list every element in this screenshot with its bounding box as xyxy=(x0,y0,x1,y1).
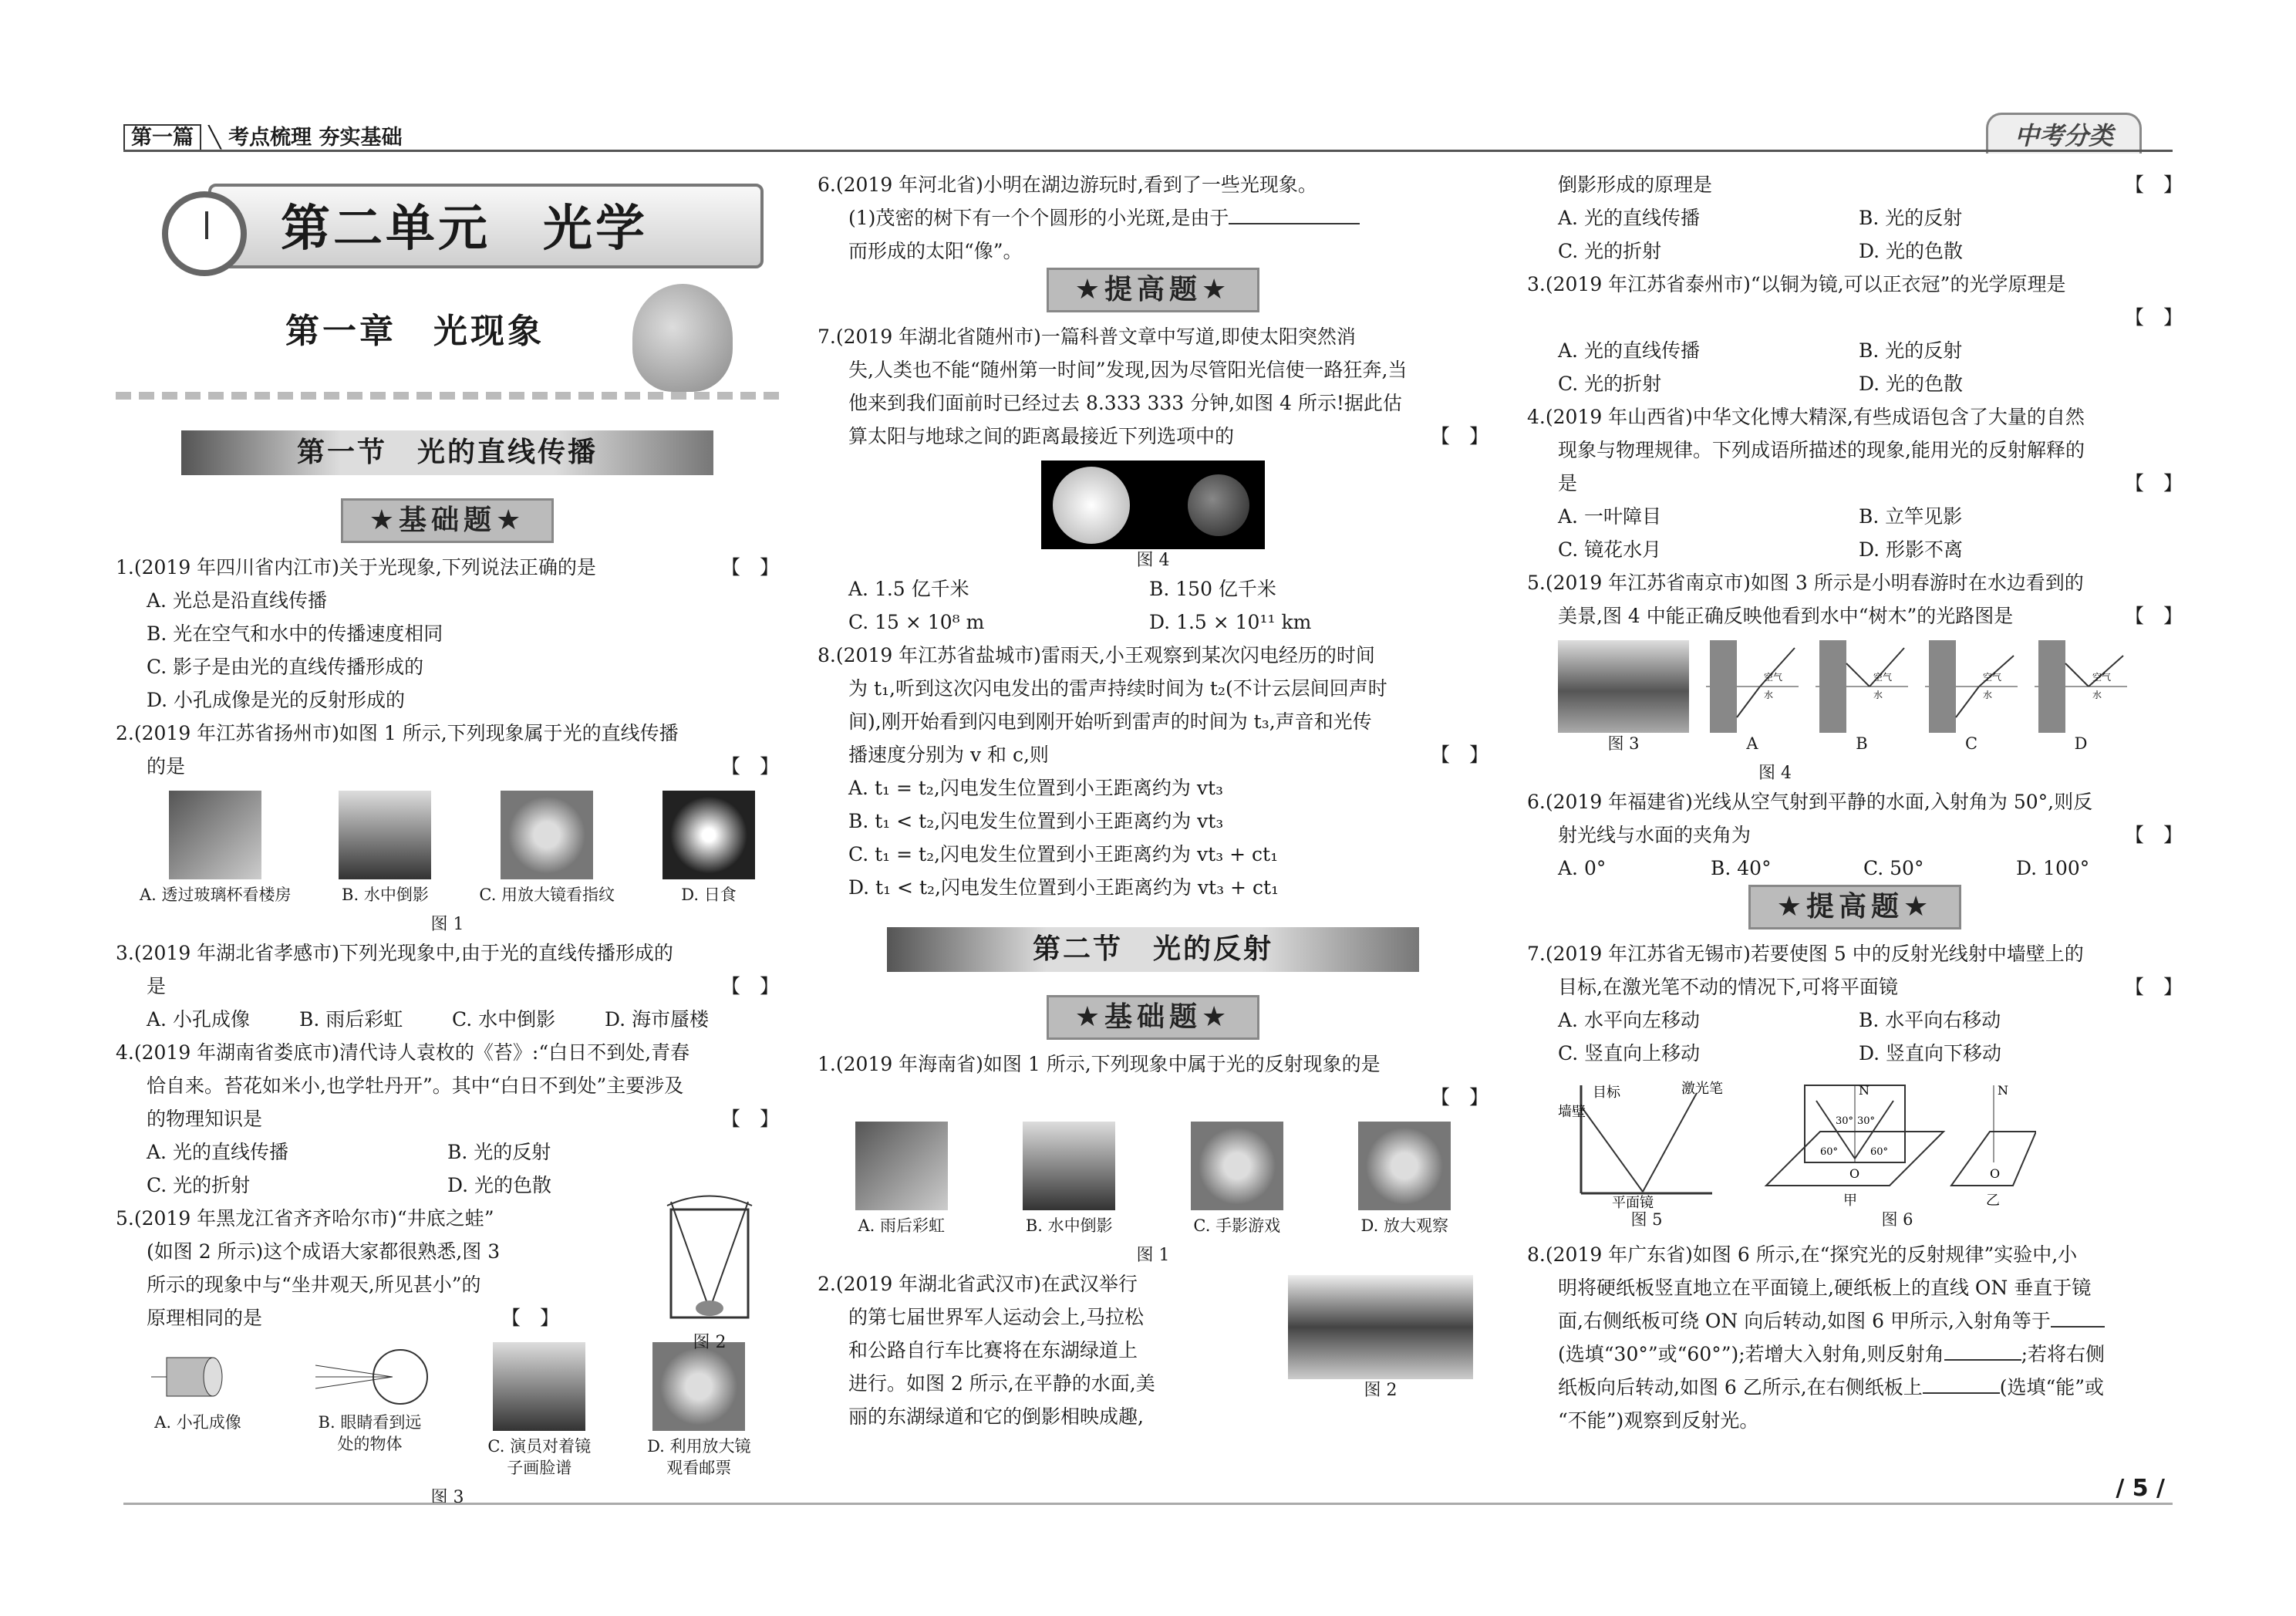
svg-text:30°: 30° xyxy=(1857,1115,1876,1127)
alarm-clock-icon xyxy=(162,191,247,276)
stamps-photo xyxy=(652,1342,745,1431)
svg-text:目标: 目标 xyxy=(1593,1085,1620,1101)
owl-mascot-icon xyxy=(632,284,733,392)
question: 1.(2019 年四川省内江市)关于光现象,下列说法正确的是 【 】 xyxy=(116,556,779,579)
sun-earth-photo xyxy=(1041,461,1265,549)
header-rule xyxy=(123,150,2173,152)
question: 8.(2019 年广东省)如图 6 所示,在“探究光的反射规律”实验中,小 xyxy=(1527,1243,2078,1266)
eclipse-photo xyxy=(663,791,755,879)
magnifier-photo xyxy=(501,791,593,879)
basic-badge: ★基础题★ xyxy=(341,498,554,543)
advanced-badge-2: ★提高题★ xyxy=(1748,885,1961,929)
svg-text:甲: 甲 xyxy=(1843,1193,1857,1209)
svg-text:60°: 60° xyxy=(1820,1146,1839,1158)
svg-text:空气: 空气 xyxy=(1764,672,1783,683)
footer-rule xyxy=(123,1503,2173,1505)
pinhole-icon xyxy=(143,1342,251,1412)
svg-text:空气: 空气 xyxy=(1873,672,1893,683)
svg-text:O: O xyxy=(1990,1166,2001,1181)
question-5: 5.(2019 年黑龙江省齐齐哈尔市)“井底之蛙” (如图 2 所示)这个成语大家都很熟悉,图 3 所示的现象中与“坐井观天,所见甚小”的 原理相同的是 【 】 图 2 xyxy=(116,1202,779,1334)
svg-text:激光笔: 激光笔 xyxy=(1681,1081,1723,1097)
question: 5.(2019 年江苏省南京市)如图 3 所示是小明春游时在水边看到的 xyxy=(1527,572,2084,594)
svg-text:30°: 30° xyxy=(1836,1115,1854,1127)
header-breadcrumb: 第一篇 ╲ 考点梳理 夯实基础 xyxy=(123,120,402,150)
unit-title: 第二单元 光学 xyxy=(208,184,764,268)
reflection-board-diagram xyxy=(1758,1078,2036,1209)
svg-text:水: 水 xyxy=(1764,690,1774,700)
svg-text:平面镜: 平面镜 xyxy=(1612,1195,1654,1209)
sun-icon xyxy=(1053,467,1130,544)
hand-shadow-photo xyxy=(1191,1122,1283,1210)
section-title-1: 第一节 光的直线传播 xyxy=(181,430,713,475)
figure-1: A. 透过玻璃杯看楼房 B. 水中倒影 C. 用放大镜看指纹 D. 日食 xyxy=(116,791,779,906)
question: 4.(2019 年山西省)中华文化博大精深,有些成语包含了大量的自然 xyxy=(1527,406,2085,428)
lightpath-d xyxy=(2035,640,2127,733)
well-frog-diagram xyxy=(656,1194,764,1321)
figure-3: A. 小孔成像 B. 眼睛看到远 处的物体 C. 演员对着镜 子画脸谱 D. 利用放大镜 观看邮票 xyxy=(116,1342,779,1479)
glass-photo xyxy=(169,791,261,879)
svg-text:墙壁: 墙壁 xyxy=(1558,1104,1586,1120)
svg-text:O: O xyxy=(1849,1166,1860,1181)
reflection-photo-2 xyxy=(1023,1122,1115,1210)
question-r2: 2.(2019 年湖北省武汉市)在武汉举行 的第七届世界军人运动会上,马拉松 和公路自行车比赛将在东湖绿道上 进行。如图 2 所示,在平静的水面,美 丽的东湖绿道和它的倒影相映成趣, 图 2 xyxy=(818,1267,1489,1433)
svg-text:N: N xyxy=(1998,1083,2008,1098)
question: 4.(2019 年湖南省娄底市)清代诗人袁枚的《苔》:“白日不到处,青春 xyxy=(116,1041,690,1064)
advanced-badge: ★提高题★ xyxy=(1047,268,1259,312)
header-category-tab: 中考分类 xyxy=(1986,113,2142,154)
figure-2: 图 2 xyxy=(656,1194,764,1355)
svg-text:水: 水 xyxy=(1983,690,1993,700)
svg-text:空气: 空气 xyxy=(1983,672,2002,683)
question: 6.(2019 年福建省)光线从空气射到平静的水面,入射角为 50°,则反 xyxy=(1527,791,2093,813)
svg-text:N: N xyxy=(1859,1083,1870,1098)
figure-1-reflection: A. 雨后彩虹 B. 水中倒影 C. 手影游戏 D. 放大观察 xyxy=(818,1122,1489,1236)
question: 7.(2019 年湖北省随州市)一篇科普文章中写道,即使太阳突然消 xyxy=(818,326,1356,348)
rainbow-photo xyxy=(855,1122,948,1210)
column-3: 倒影形成的原理是 【 】 A. 光的直线传播 B. 光的反射 C. 光的折射 D. 光的色散 3.(2019 年江苏省泰州市)“以铜为镜,可以正衣冠”的光学原理是 【 】 A. 光的直线传播 B. 光的反射 C. 光的折射 D. 光的色散 4.(2019 年山西省)中华文化博大精深,有些成语包含了大量的自然 现象与物理规律。下列成语所描述的现象,能用光的反射解释的 是 【 】 A. 一叶障目 B. 立竿见影 C. 镜花水月 D. 形影不离 5.(2019 年江苏省南京市)如图 3 所示是小明春游时在水边看到的 美景,图 4 中能正确反映他看到水中“树木”的光路图是 【 】 图 3 空气 水 A 空气 水 B 空气 水 C 空气 水 D 图 4 6.(2019 年福建省)光线从空气射到平静的水面,入射角为 50°,则反 射光线与水面的夹角为 【 】 A. 0° B. 40° C. 50° D. 100° ★提高题★ 7.(2019 年江苏省无锡市)若要使图 5 中的反射光线射中墙壁上的 目标,在激光笔不动的情况下,可将平面镜 【 】 A. 水平向左移动 B. 水平向右移动 C. 竖直向上移动 D. 竖直向下移动 墙壁 目标 激光笔 平面镜 图 5 N O 30° 30° 60° 60° 甲 O N 乙 图 6 8.(2019 年广东省)如图 6 所示,在“探究光的反射规律”实验中,小 明将硬纸板竖直地立在平面镜上,硬纸板上的直线 ON 垂直于镜 面,右侧纸板可绕 ON 向后转动,如图 6 甲所示,入射角等于 (选填“30°”或“60°”);若增大入射角,则反射角 ;若将右侧 纸板向后转动,如图 6 乙所示,在右侧纸板上 (选填“能”或 “不能”)观察到反射光。 xyxy=(1527,174,2183,1432)
basic-badge-2: ★基础题★ xyxy=(1047,995,1259,1040)
figure-5-6: 墙壁 目标 激光笔 平面镜 图 5 N O 30° 30° 60° 60° 甲 O N 乙 图 6 xyxy=(1527,1078,2183,1230)
svg-text:60°: 60° xyxy=(1870,1146,1889,1158)
svg-text:空气: 空气 xyxy=(2092,672,2112,683)
unit-banner xyxy=(116,168,779,299)
lightpath-b xyxy=(1816,640,1908,733)
lightpath-a xyxy=(1706,640,1799,733)
figure-3-4-lightpaths: 图 3 空气 水 A 空气 水 B 空气 水 C 空气 水 D xyxy=(1527,640,2183,754)
chapter-title: 第一章 光现象 xyxy=(285,312,544,351)
question: 3.(2019 年江苏省泰州市)“以铜为镜,可以正衣冠”的光学原理是 xyxy=(1527,273,2066,295)
svg-text:水: 水 xyxy=(2092,690,2102,700)
lake-photo xyxy=(1288,1275,1473,1379)
spring-lake-photo xyxy=(1558,640,1689,733)
chapter-banner xyxy=(116,299,779,400)
earth-icon xyxy=(1188,474,1249,536)
question: 3.(2019 年湖北省孝感市)下列光现象中,由于光的直线传播形成的 xyxy=(116,942,673,964)
laser-mirror-diagram xyxy=(1558,1078,1735,1209)
page-number: / 5 / xyxy=(2116,1475,2165,1502)
figure-2-lake: 图 2 xyxy=(1288,1275,1473,1402)
page-header xyxy=(123,116,2173,151)
question: 1.(2019 年海南省)如图 1 所示,下列现象中属于光的反射现象的是 xyxy=(818,1053,1381,1075)
reflection-photo xyxy=(339,791,431,879)
question: 2.(2019 年江苏省扬州市)如图 1 所示,下列现象属于光的直线传播 xyxy=(116,722,679,744)
column-2: 6.(2019 年河北省)小明在湖边游玩时,看到了一些光现象。 (1)茂密的树下有一个个圆形的小光斑,是由于 而形成的太阳“像”。 ★提高题★ 7.(2019 年湖北省随州市)一篇科普文章中写道,即使太阳突然消 失,人类也不能“随州第一时间”发现,因为尽管阳光信使一路狂奔,当 他来到我们面前时已经过去 8.333 333 分钟,如图 4 所示!据此估 算太阳与地球之间的距离最接近下列选项中的 【 】 图 4 A. 1.5 亿千米 B. 150 亿千米 C. 15 × 10⁸ m D. 1.5 × 10¹¹ km 8.(2019 年江苏省盐城市)雷雨天,小王观察到某次闪电经历的时间 为 t₁,听到这次闪电发出的雷声持续时间为 t₂(不计云层间回声时 间),刚开始看到闪电到刚开始听到雷声的时间为 t₃,声音和光传 播速度分别为 v 和 c,则 【 】 A. t₁ = t₂,闪电发生位置到小王距离约为 vt₃ B. t₁ < t₂,闪电发生位置到小王距离约为 vt₃ C. t₁ = t₂,闪电发生位置到小王距离约为 vt₃ + ct₁ D. t₁ < t₂,闪电发生位置到小王距离约为 vt₃ + ct₁ 第二节 光的反射 ★基础题★ 1.(2019 年海南省)如图 1 所示,下列现象中属于光的反射现象的是 【 】 A. 雨后彩虹 B. 水中倒影 C. 手影游戏 D. 放大观察 图 1 2.(2019 年湖北省武汉市)在武汉举行 的第七届世界军人运动会上,马拉松 和公路自行车比赛将在东湖绿道上 进行。如图 2 所示,在平静的水面,美 丽的东湖绿道和它的倒影相映成趣, 图 2 xyxy=(818,168,1489,1433)
svg-text:乙: 乙 xyxy=(1986,1193,2000,1209)
question: 8.(2019 年江苏省盐城市)雷雨天,小王观察到某次闪电经历的时间 xyxy=(818,644,1375,666)
question: 7.(2019 年江苏省无锡市)若要使图 5 中的反射光线射中墙壁上的 xyxy=(1527,943,2084,965)
column-1: 第二单元 光学 第一章 光现象 第一节 光的直线传播 ★基础题★ 1.(2019 年四川省内江市)关于光现象,下列说法正确的是 【 】 A. 光总是沿直线传播 B. 光在空气和水中的传播速度相同 C. 影子是由光的直线传播形成的 D. 小孔成像是光的反射形成的 2.(2019 年江苏省扬州市)如图 1 所示,下列现象属于光的直线传播 的是 【 】 A. 透过玻璃杯看楼房 B. 水中倒影 C. 用放大镜看指纹 D. 日食 图 1 3.(2019 年湖北省孝感市)下列光现象中,由于光的直线传播形成的 是 【 】 A. 小孔成像 B. 雨后彩虹 C. 水中倒影 D. 海市蜃楼 4.(2019 年湖南省娄底市)清代诗人袁枚的《苔》:“白日不到处,青春 恰自来。苔花如米小,也学牡丹开”。其中“白日不到处”主要涉及 的物理知识是 【 】 A. 光的直线传播 B. 光的反射 C. 光的折射 D. 光的色散 5.(2019 年黑龙江省齐齐哈尔市)“井底之蛙” (如图 2 所示)这个成语大家都很熟悉,图 3 所示的现象中与“坐井观天,所见甚小”的 原理相同的是 【 】 图 2 A. 小孔成像 B. 眼睛看到远 处的物体 C. 演员对着镜 子画脸谱 D. 利用放大镜 观看邮票 图 3 xyxy=(116,168,779,1510)
lightpath-c xyxy=(1925,640,2018,733)
question: 6.(2019 年河北省)小明在湖边游玩时,看到了一些光现象。 xyxy=(818,174,1317,196)
svg-text:水: 水 xyxy=(1873,690,1883,700)
section-title-2: 第二节 光的反射 xyxy=(887,927,1419,972)
mirror-face-photo xyxy=(493,1342,585,1431)
magnify-photo xyxy=(1358,1122,1451,1210)
eye-icon xyxy=(308,1342,431,1412)
